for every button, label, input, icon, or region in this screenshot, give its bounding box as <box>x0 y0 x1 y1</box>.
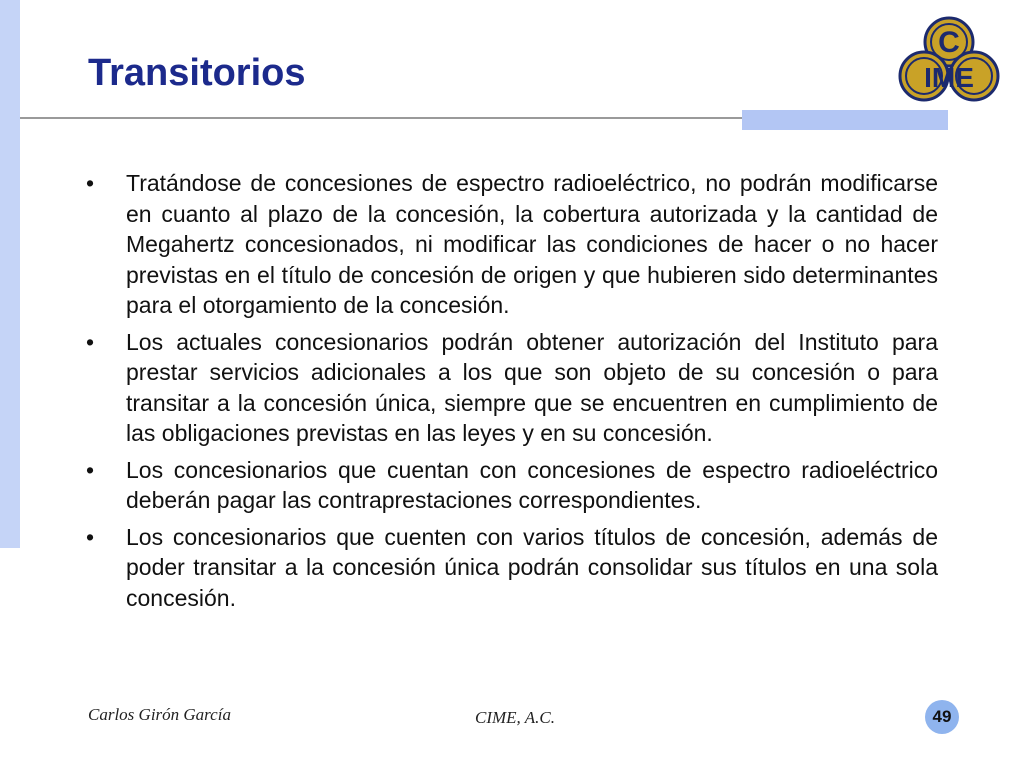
bullet-list <box>86 168 938 619</box>
left-accent-bar <box>0 0 20 548</box>
bullet-marker: • <box>86 170 95 196</box>
logo-letters-ime: IME <box>924 62 974 93</box>
bullet-marker: • <box>86 523 95 550</box>
bullet-item <box>86 327 938 449</box>
page-number-badge: 49 <box>925 700 959 734</box>
footer-organization: CIME, A.C. <box>475 708 555 727</box>
bullet-text: Tratándose de concesiones de espectro radioeléctrico, no podrán modificarse en cuanto al plazo de la concesión, la cobertura autorizada y la cantidad de Megahertz concesionados, ni modificar las condiciones de hacer o no hacer previstas en el título de concesión de origen y que hubieren sido determinantes para el otorgamiento de la concesión. <box>126 170 938 318</box>
cime-logo <box>896 12 1002 110</box>
bullet-item <box>86 168 938 321</box>
logo-letter-c: C <box>938 26 960 59</box>
title-accent-block <box>742 110 948 130</box>
footer-author: Carlos Girón García <box>88 705 231 724</box>
bullet-item <box>86 522 938 614</box>
bullet-marker: • <box>86 328 95 355</box>
bullet-text: Los actuales concesionarios podrán obtener autorización del Instituto para prestar servicios adicionales a los que son objeto de su concesión o para transitar a la concesión única, siempre que se encuentren en cumplimiento de las obligaciones previstas en las leyes y en su concesión. <box>126 328 938 446</box>
bullet-text: Los concesionarios que cuentan con concesiones de espectro radioeléctrico deberán pagar las contraprestaciones correspondientes. <box>126 456 938 513</box>
slide-title: Transitorios <box>88 52 306 94</box>
bullet-text: Los concesionarios que cuenten con varios títulos de concesión, además de poder transitar a la concesión única podrán consolidar sus títulos en una sola concesión. <box>126 523 938 611</box>
bullet-marker: • <box>86 456 95 483</box>
bullet-item <box>86 455 938 516</box>
